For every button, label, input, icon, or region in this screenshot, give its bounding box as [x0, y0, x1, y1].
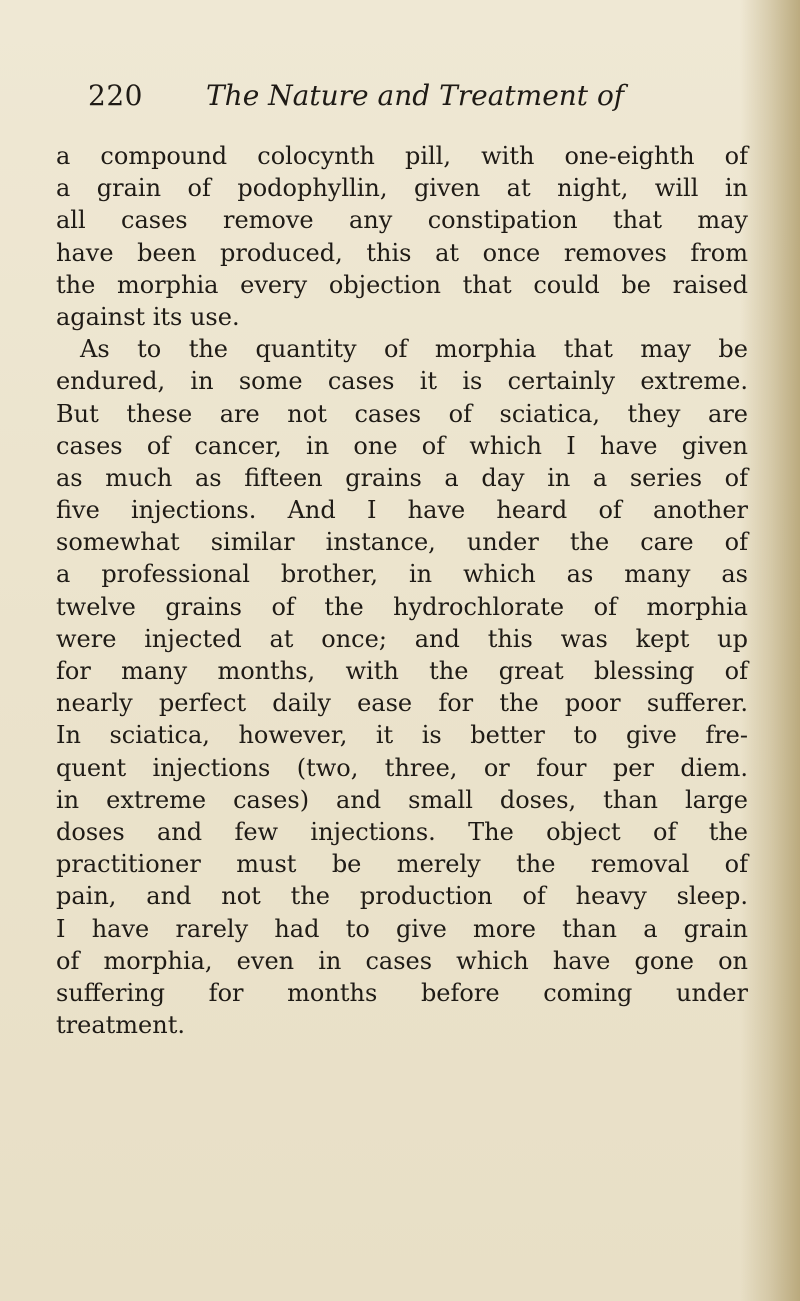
- text-line: endured, in some cases it is certainly extreme.: [56, 367, 748, 396]
- text-line: of morphia, even in cases which have gone on: [56, 946, 748, 975]
- text-line: But these are not cases of sciatica, they are: [56, 399, 748, 428]
- text-line: quent injections (two, three, or four per diem.: [56, 753, 748, 782]
- text-line: somewhat similar instance, under the care of: [56, 528, 748, 557]
- text-line: against its use.: [56, 302, 240, 331]
- text-line: practitioner must be merely the removal of: [56, 850, 748, 879]
- text-line: I have rarely had to give more than a grain: [56, 914, 748, 943]
- page-header: [88, 76, 708, 116]
- body-text: [56, 140, 748, 1041]
- text-line: a compound colocynth pill, with one-eighth of: [56, 142, 748, 170]
- text-line: In sciatica, however, it is better to give fre-: [56, 721, 748, 750]
- text-line: in extreme cases) and small doses, than large: [56, 785, 748, 814]
- text-line: nearly perfect daily ease for the poor sufferer.: [56, 689, 748, 718]
- text-line: a grain of podophyllin, given at night, will in: [56, 174, 748, 203]
- text-line: for many months, with the great blessing of: [56, 657, 748, 685]
- text-line: were injected at once; and this was kept up: [56, 624, 748, 653]
- text-line: treatment.: [56, 1011, 185, 1040]
- text-line: pain, and not the production of heavy sleep.: [56, 882, 748, 911]
- text-line: suffering for months before coming under: [56, 978, 748, 1007]
- text-line: have been produced, this at once removes from: [56, 238, 748, 267]
- text-line: as much as fifteen grains a day in a series of: [56, 463, 748, 492]
- text-line: all cases remove any constipation that may: [56, 206, 748, 235]
- running-title: The Nature and Treatment of: [206, 79, 625, 112]
- text-line: doses and few injections. The object of the: [56, 817, 748, 846]
- text-line: cases of cancer, in one of which I have given: [56, 431, 748, 460]
- text-line: twelve grains of the hydrochlorate of morphia: [56, 592, 748, 621]
- page-number: 220: [88, 79, 143, 112]
- text-line: five injections. And I have heard of another: [56, 496, 748, 525]
- text-line: the morphia every objection that could be raised: [56, 270, 748, 299]
- text-line: As to the quantity of morphia that may be: [80, 335, 748, 364]
- text-line: a professional brother, in which as many as: [56, 560, 748, 589]
